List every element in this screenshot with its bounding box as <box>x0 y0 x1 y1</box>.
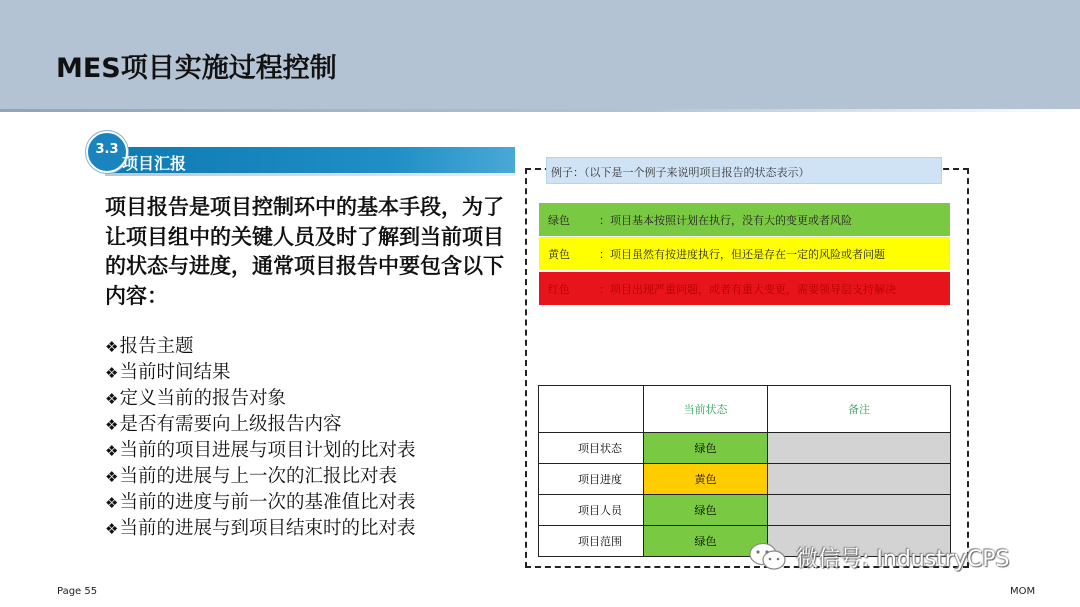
table-header-cell: 当前状态 <box>644 386 768 433</box>
table-row <box>539 495 951 526</box>
intro-paragraph: 项目报告是项目控制环中的基本手段，为了让项目组中的关键人员及时了解到当前项目的状态与进度，通常项目报告中要包含以下内容： <box>105 195 504 308</box>
status-legend-green <box>539 203 950 236</box>
diamond-bullet-icon: ❖ <box>105 390 119 408</box>
diamond-bullet-icon: ❖ <box>105 416 119 434</box>
status-legend-yellow <box>539 237 950 270</box>
status-cell: 绿色 <box>644 495 768 526</box>
note-cell <box>768 433 951 464</box>
table-row <box>539 433 951 464</box>
status-description: ：项目虽然有按进度执行，但还是存在一定的风险或者问题 <box>599 248 885 261</box>
diamond-bullet-icon: ❖ <box>105 442 119 460</box>
table-header-row <box>539 386 951 433</box>
row-label-cell: 项目进度 <box>539 464 644 495</box>
diamond-bullet-icon: ❖ <box>105 494 119 512</box>
watermark-text: 微信号: IndustryCPS <box>796 546 1010 572</box>
section-number: 3.3 <box>95 142 119 157</box>
section-label: 项目汇报 <box>122 154 187 173</box>
list-item <box>105 334 415 360</box>
list-item-text: 报告主题 <box>119 336 194 357</box>
table-header-cell <box>539 386 644 433</box>
status-cell: 绿色 <box>644 526 768 557</box>
list-item-text: 当前的进展与上一次的汇报比对表 <box>119 466 397 487</box>
footer-label: MOM <box>1010 586 1036 597</box>
status-name: 绿色 <box>548 214 570 227</box>
list-item <box>105 438 415 464</box>
status-cell: 黄色 <box>644 464 768 495</box>
list-item <box>105 412 415 438</box>
status-table <box>538 385 951 557</box>
wechat-icon <box>748 541 788 573</box>
row-label-cell: 项目状态 <box>539 433 644 464</box>
status-name: 红色 <box>548 283 570 296</box>
status-description: ：项目出现严重问题，或者有重大变更，需要领导层支持解决 <box>599 283 896 296</box>
list-item-text: 当前的进展与到项目结束时的比对表 <box>119 518 416 539</box>
list-item-text: 是否有需要向上级报告内容 <box>119 414 342 435</box>
bullet-list <box>105 334 415 542</box>
table-row <box>539 464 951 495</box>
list-item <box>105 490 415 516</box>
list-item-text: 当前的进度与前一次的基准值比对表 <box>119 492 416 513</box>
list-item <box>105 386 415 412</box>
row-label-cell: 项目范围 <box>539 526 644 557</box>
list-item-text: 当前时间结果 <box>119 362 231 383</box>
list-item-text: 当前的项目进展与项目计划的比对表 <box>119 440 416 461</box>
watermark <box>748 540 1010 574</box>
diamond-bullet-icon: ❖ <box>105 468 119 486</box>
list-item <box>105 516 415 542</box>
status-description: ：项目基本按照计划在执行，没有大的变更或者风险 <box>599 214 852 227</box>
example-caption: 例子：（以下是一个例子来说明项目报告的状态表示） <box>551 166 810 179</box>
diamond-bullet-icon: ❖ <box>105 520 119 538</box>
page-number: Page 55 <box>57 586 98 597</box>
status-name: 黄色 <box>548 248 570 261</box>
list-item <box>105 464 415 490</box>
header-divider <box>0 109 1080 112</box>
list-item-text: 定义当前的报告对象 <box>119 388 286 409</box>
status-cell: 绿色 <box>644 433 768 464</box>
diamond-bullet-icon: ❖ <box>105 338 119 356</box>
status-legend-red <box>539 272 950 305</box>
note-cell <box>768 495 951 526</box>
note-cell <box>768 464 951 495</box>
row-label-cell: 项目人员 <box>539 495 644 526</box>
diamond-bullet-icon: ❖ <box>105 364 119 382</box>
example-caption-bar <box>546 157 942 184</box>
page-title: MES项目实施过程控制 <box>56 53 337 84</box>
list-item <box>105 360 415 386</box>
table-header-cell: 备注 <box>768 386 951 433</box>
